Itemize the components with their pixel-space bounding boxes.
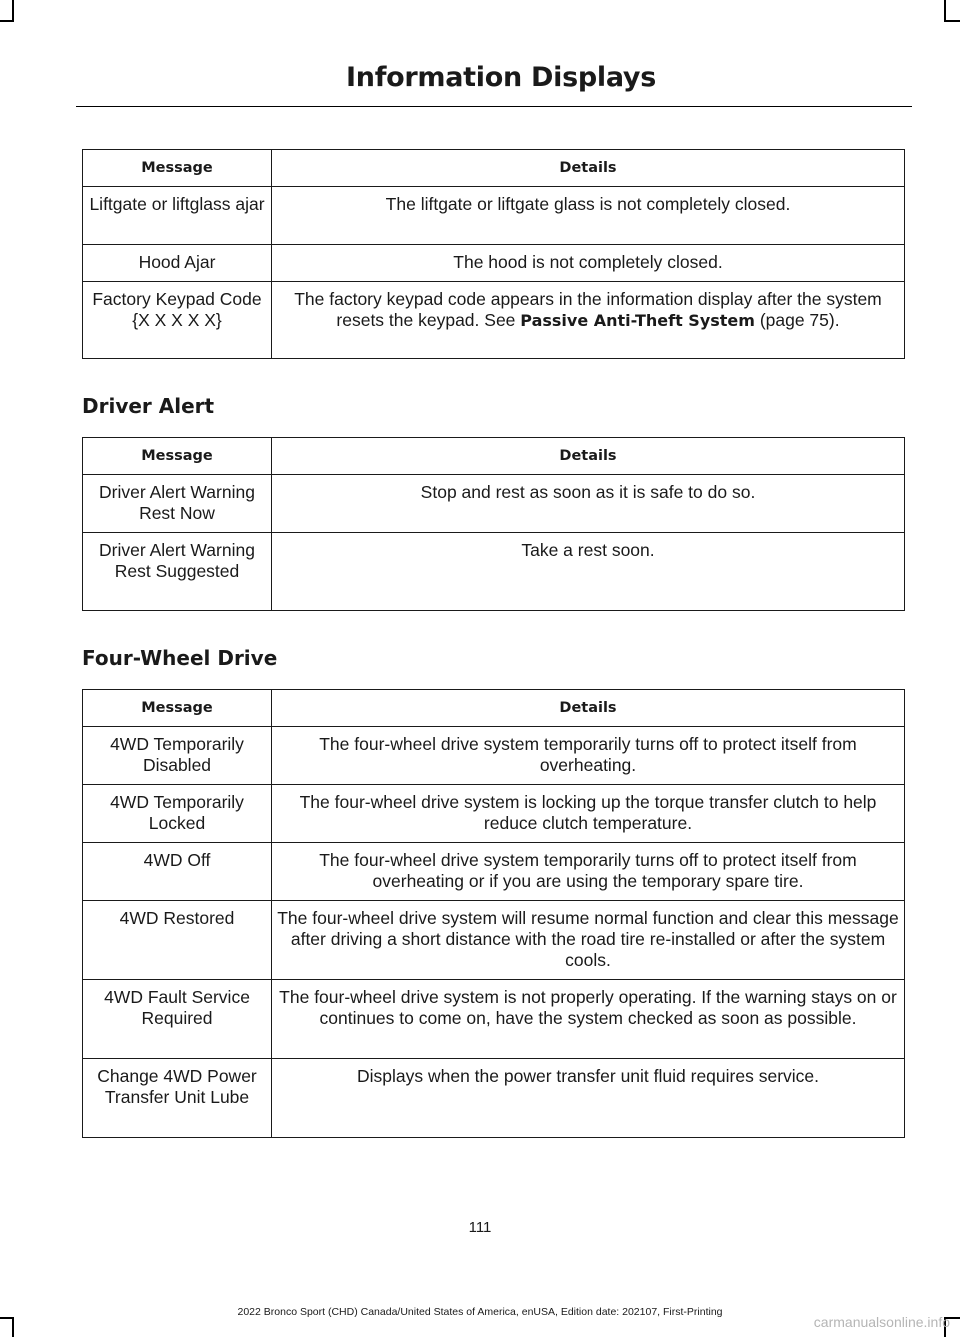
table-header-row (83, 690, 905, 727)
table-row (83, 533, 905, 611)
messages-table-driver-alert (82, 437, 905, 611)
message-cell: Driver Alert Warning Rest Suggested (83, 533, 272, 611)
table-row (83, 843, 905, 901)
table-row (83, 282, 905, 359)
section-heading-driver-alert: Driver Alert (82, 394, 215, 418)
message-cell: 4WD Fault Service Required (83, 980, 272, 1059)
details-cell: The four-wheel drive system is locking up the torque transfer clutch to help reduce clutch temperature. (272, 785, 905, 843)
details-cell: Displays when the power transfer unit fluid requires service. (272, 1059, 905, 1138)
message-cell: Liftgate or liftglass ajar (83, 187, 272, 245)
page-reference: (page 75). (759, 310, 840, 330)
header-message: Message (83, 690, 272, 727)
crop-mark-top-right-h (944, 20, 960, 22)
details-cell (272, 282, 905, 359)
details-cell: Take a rest soon. (272, 533, 905, 611)
table-row (83, 475, 905, 533)
header-details: Details (272, 150, 905, 187)
table-row (83, 727, 905, 785)
message-cell: 4WD Temporarily Locked (83, 785, 272, 843)
table-row (83, 785, 905, 843)
table-row (83, 980, 905, 1059)
details-cell: The four-wheel drive system temporarily turns off to protect itself from overheating. (272, 727, 905, 785)
message-cell: 4WD Temporarily Disabled (83, 727, 272, 785)
header-details: Details (272, 690, 905, 727)
header-details: Details (272, 438, 905, 475)
details-cell: Stop and rest as soon as it is safe to do so. (272, 475, 905, 533)
watermark: carmanualsonline.info (813, 1314, 950, 1330)
message-cell: 4WD Off (83, 843, 272, 901)
footer-edition-text: 2022 Bronco Sport (CHD) Canada/United States of America, enUSA, Edition date: 202107, First-Printing (237, 1306, 723, 1318)
message-cell: Factory Keypad Code {X X X X X} (83, 282, 272, 359)
table-row (83, 245, 905, 282)
message-cell: Driver Alert Warning Rest Now (83, 475, 272, 533)
table-header-row (83, 150, 905, 187)
crop-mark-top-left (12, 0, 14, 20)
details-cell: The liftgate or liftgate glass is not completely closed. (272, 187, 905, 245)
message-cell: 4WD Restored (83, 901, 272, 980)
section-heading-four-wheel-drive: Four-Wheel Drive (82, 646, 278, 670)
page-number: 111 (468, 1219, 492, 1236)
details-cell: The hood is not completely closed. (272, 245, 905, 282)
details-text: The factory keypad code appears in the information display after the system resets the keypad. See (294, 289, 882, 330)
table-row (83, 901, 905, 980)
table-row (83, 187, 905, 245)
details-cell: The four-wheel drive system is not properly operating. If the warning stays on or continues to come on, have the system checked as soon as possible. (272, 980, 905, 1059)
header-message: Message (83, 438, 272, 475)
header-message: Message (83, 150, 272, 187)
details-cell: The four-wheel drive system temporarily turns off to protect itself from overheating or if you are using the temporary spare tire. (272, 843, 905, 901)
title-divider (76, 106, 912, 107)
message-cell: Change 4WD Power Transfer Unit Lube (83, 1059, 272, 1138)
crop-mark-top-left-h (0, 20, 14, 22)
page-title: Information Displays (346, 62, 656, 93)
details-cell: The four-wheel drive system will resume normal function and clear this message after driving a short distance with the road tire re-installed or after the system cools. (272, 901, 905, 980)
messages-table-four-wheel-drive (82, 689, 905, 1138)
messages-table-general (82, 149, 905, 359)
cross-reference-link[interactable]: Passive Anti-Theft System (520, 311, 755, 330)
table-header-row (83, 438, 905, 475)
message-cell: Hood Ajar (83, 245, 272, 282)
crop-mark-bottom-left (12, 1317, 14, 1337)
crop-mark-top-right (944, 0, 946, 20)
table-row (83, 1059, 905, 1138)
